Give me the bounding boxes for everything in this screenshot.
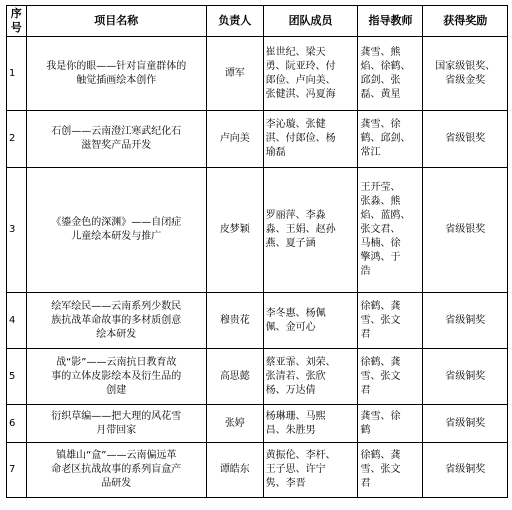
table-row (7, 111, 508, 168)
award: 省级铜奖 (423, 293, 508, 349)
team-members: 崔世纪、梁天 勇、阮亚玲、付 郎俭、卢向美、 张健淇、冯夏海 (263, 37, 358, 111)
leader: 张婷 (206, 405, 263, 443)
table-row (7, 168, 508, 293)
row-index: 2 (7, 111, 27, 168)
award: 国家级银奖、 省级金奖 (423, 37, 508, 111)
project-name: 《鎏金色的深渊》——自闭症 儿童绘本研发与推广 (26, 168, 206, 293)
award: 省级铜奖 (423, 349, 508, 405)
table-row (7, 405, 508, 443)
project-name: 石创——云南澄江寒武纪化石 滋智奖产品开发 (26, 111, 206, 168)
row-index: 1 (7, 37, 27, 111)
header-index: 序 号 (7, 6, 27, 37)
table-row (7, 349, 508, 405)
award: 省级银奖 (423, 111, 508, 168)
table-row (7, 293, 508, 349)
table-row (7, 443, 508, 498)
team-members: 李沁璇、张健 淇、付郎俭、杨 瑜磊 (263, 111, 358, 168)
leader: 谭皓东 (206, 443, 263, 498)
header-teachers: 指导教师 (358, 6, 423, 37)
row-index: 3 (7, 168, 27, 293)
row-index: 6 (7, 405, 27, 443)
team-members: 李冬惠、杨佩 佩、金可心 (263, 293, 358, 349)
header-project-name: 项目名称 (26, 6, 206, 37)
project-name: 战“影”——云南抗日教育故 事的立体皮影绘本及衍生品的 创建 (26, 349, 206, 405)
leader: 高思懿 (206, 349, 263, 405)
row-index: 4 (7, 293, 27, 349)
teachers: 徐鹤、龚 雪、张文 君 (358, 293, 423, 349)
teachers: 徐鹤、龚 雪、张文 君 (358, 349, 423, 405)
row-index: 5 (7, 349, 27, 405)
teachers: 徐鹤、龚 雪、张文 君 (358, 443, 423, 498)
leader: 皮梦颖 (206, 168, 263, 293)
row-index: 7 (7, 443, 27, 498)
table-header-row (7, 6, 508, 37)
header-award: 获得奖励 (423, 6, 508, 37)
header-team-members: 团队成员 (263, 6, 358, 37)
project-name: 衍织草编——把大理的风花雪 月带回家 (26, 405, 206, 443)
leader: 穆贵花 (206, 293, 263, 349)
teachers: 龚雪、徐 鹤 (358, 405, 423, 443)
teachers: 龚雪、熊 焰、徐鹤、 邱剑、张 磊、黄星 (358, 37, 423, 111)
leader: 卢向美 (206, 111, 263, 168)
team-members: 蔡亚霏、刘荣、 张清若、张欣 杨、万达倩 (263, 349, 358, 405)
team-members: 杨琳珊、马熙 昌、朱胜男 (263, 405, 358, 443)
project-name: 绘军绘民——云南系列少数民 族抗战革命故事的多材质创意 绘本研发 (26, 293, 206, 349)
awards-table (6, 5, 508, 498)
project-name: 我是你的眼——针对盲童群体的 触觉插画绘本创作 (26, 37, 206, 111)
award: 省级铜奖 (423, 443, 508, 498)
teachers: 王开莹、 张淼、熊 焰、蓝鸥、 张文君、 马楠、徐 擎鸿、于 浩 (358, 168, 423, 293)
teachers: 龚雪、徐 鹤、邱剑、 常江 (358, 111, 423, 168)
table-row (7, 37, 508, 111)
award: 省级银奖 (423, 168, 508, 293)
leader: 谭军 (206, 37, 263, 111)
team-members: 黄振伦、李杆、 王子思、许宁 隽、李晋 (263, 443, 358, 498)
header-leader: 负责人 (206, 6, 263, 37)
award: 省级铜奖 (423, 405, 508, 443)
project-name: 镇雄山“盒”——云南偏远革 命老区抗战故事的系列盲盒产 品研发 (26, 443, 206, 498)
team-members: 罗丽萍、李淼 淼、王娟、赵孙 燕、夏子涵 (263, 168, 358, 293)
